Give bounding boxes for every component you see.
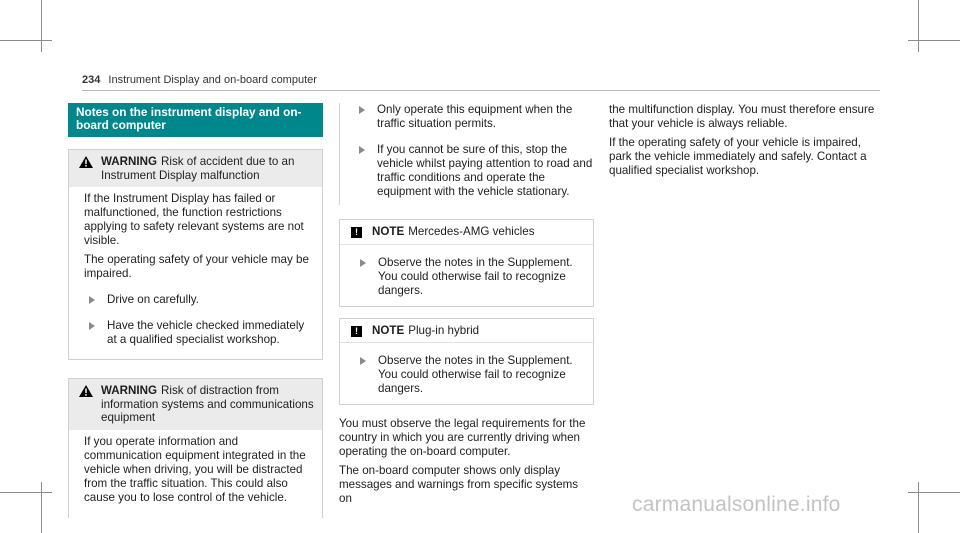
body-paragraph: If the operating safety of your vehicle is impaired, park the vehicle immediately and safely. Contact a qualified specialist workshop. (609, 136, 867, 177)
warning-triangle-icon (79, 385, 93, 397)
note-box-hybrid (339, 318, 594, 406)
crop-mark (908, 492, 960, 493)
bullet-triangle-icon (89, 296, 95, 304)
note-label: NOTE (372, 323, 405, 337)
warning-header (69, 150, 322, 187)
warning-heading: Risk of distraction from information systems and communications equipment (101, 384, 314, 424)
bullet-item (354, 103, 594, 131)
crop-mark (0, 40, 52, 41)
bullet-item (354, 143, 594, 199)
crop-mark (41, 482, 42, 533)
bullet-triangle-icon (360, 259, 366, 267)
warning-continued-bullets (339, 103, 594, 205)
column-2 (339, 103, 594, 511)
body-paragraph: The on-board computer shows only display messages and warnings from specific systems on (339, 464, 579, 505)
note-header (340, 220, 593, 245)
warning-body (69, 430, 322, 518)
section-title: Notes on the instrument display and on-board computer (68, 103, 323, 137)
note-exclamation-icon: ! (351, 326, 362, 337)
bullet-text: Observe the notes in the Supplement. You could otherwise fail to recognize dangers. (378, 354, 573, 395)
bullet-triangle-icon (89, 322, 95, 330)
crop-mark (41, 0, 42, 52)
bullet-text: Have the vehicle checked immediately at a qualified specialist workshop. (107, 319, 305, 346)
bullet-item (355, 256, 585, 298)
note-header (340, 319, 593, 344)
warning-body (69, 187, 322, 359)
crop-mark (918, 0, 919, 52)
warning-paragraph: If the Instrument Display has failed or malfunctioned, the function restrictions applying to safety relevant systems are not visible. (84, 192, 304, 247)
bullet-text: Only operate this equipment when the traffic situation permits. (377, 103, 573, 130)
page-header-title: Instrument Display and on-board computer (108, 74, 317, 86)
warning-label: WARNING (101, 384, 158, 397)
warning-label: WARNING (101, 155, 158, 168)
warning-paragraph: The operating safety of your vehicle may be impaired. (84, 253, 309, 280)
warning-header (69, 379, 322, 430)
bullet-triangle-icon (359, 106, 365, 114)
watermark: carmanualsonline.info (632, 493, 841, 516)
column-1 (68, 103, 323, 518)
note-label: NOTE (372, 225, 405, 238)
warning-box-display-malfunction (68, 149, 323, 360)
warning-box-distraction (68, 378, 323, 518)
crop-mark (0, 492, 52, 493)
note-body (340, 245, 593, 306)
bullet-text: Observe the notes in the Supplement. You could otherwise fail to recognize dangers. (378, 255, 573, 297)
bullet-triangle-icon (360, 357, 366, 365)
warning-paragraph: If you operate information and communication equipment integrated in the vehicle when driving, you will be distracted from the traffic situation. This could also cause you to lose control of the vehicle. (84, 434, 306, 504)
bullet-item (355, 354, 585, 396)
bullet-text: Drive on carefully. (107, 293, 199, 306)
bullet-item (84, 319, 314, 347)
header-rule (82, 90, 880, 91)
warning-triangle-icon (79, 156, 93, 168)
page-header (82, 73, 317, 87)
body-paragraph: You must observe the legal requirements for the country in which you are currently driving when operating the on-board computer. (339, 417, 586, 458)
bullet-triangle-icon (359, 146, 365, 154)
bullet-item (84, 293, 314, 307)
note-body (340, 343, 593, 404)
column-3 (609, 103, 879, 183)
note-box-amg (339, 219, 594, 307)
crop-mark (918, 482, 919, 533)
body-paragraph: the multifunction display. You must therefore ensure that your vehicle is always reliable. (609, 103, 875, 130)
note-heading: Plug-in hybrid (408, 323, 480, 337)
bullet-text: If you cannot be sure of this, stop the vehicle whilst paying attention to road and traffic conditions and operate the equipment with the vehicle stationary. (377, 143, 593, 198)
note-heading: Mercedes-AMG vehicles (408, 225, 535, 238)
crop-mark (908, 40, 960, 41)
page-number: 234 (82, 74, 101, 86)
warning-heading: Risk of accident due to an Instrument Display malfunction (101, 155, 295, 182)
note-exclamation-icon: ! (351, 227, 362, 238)
